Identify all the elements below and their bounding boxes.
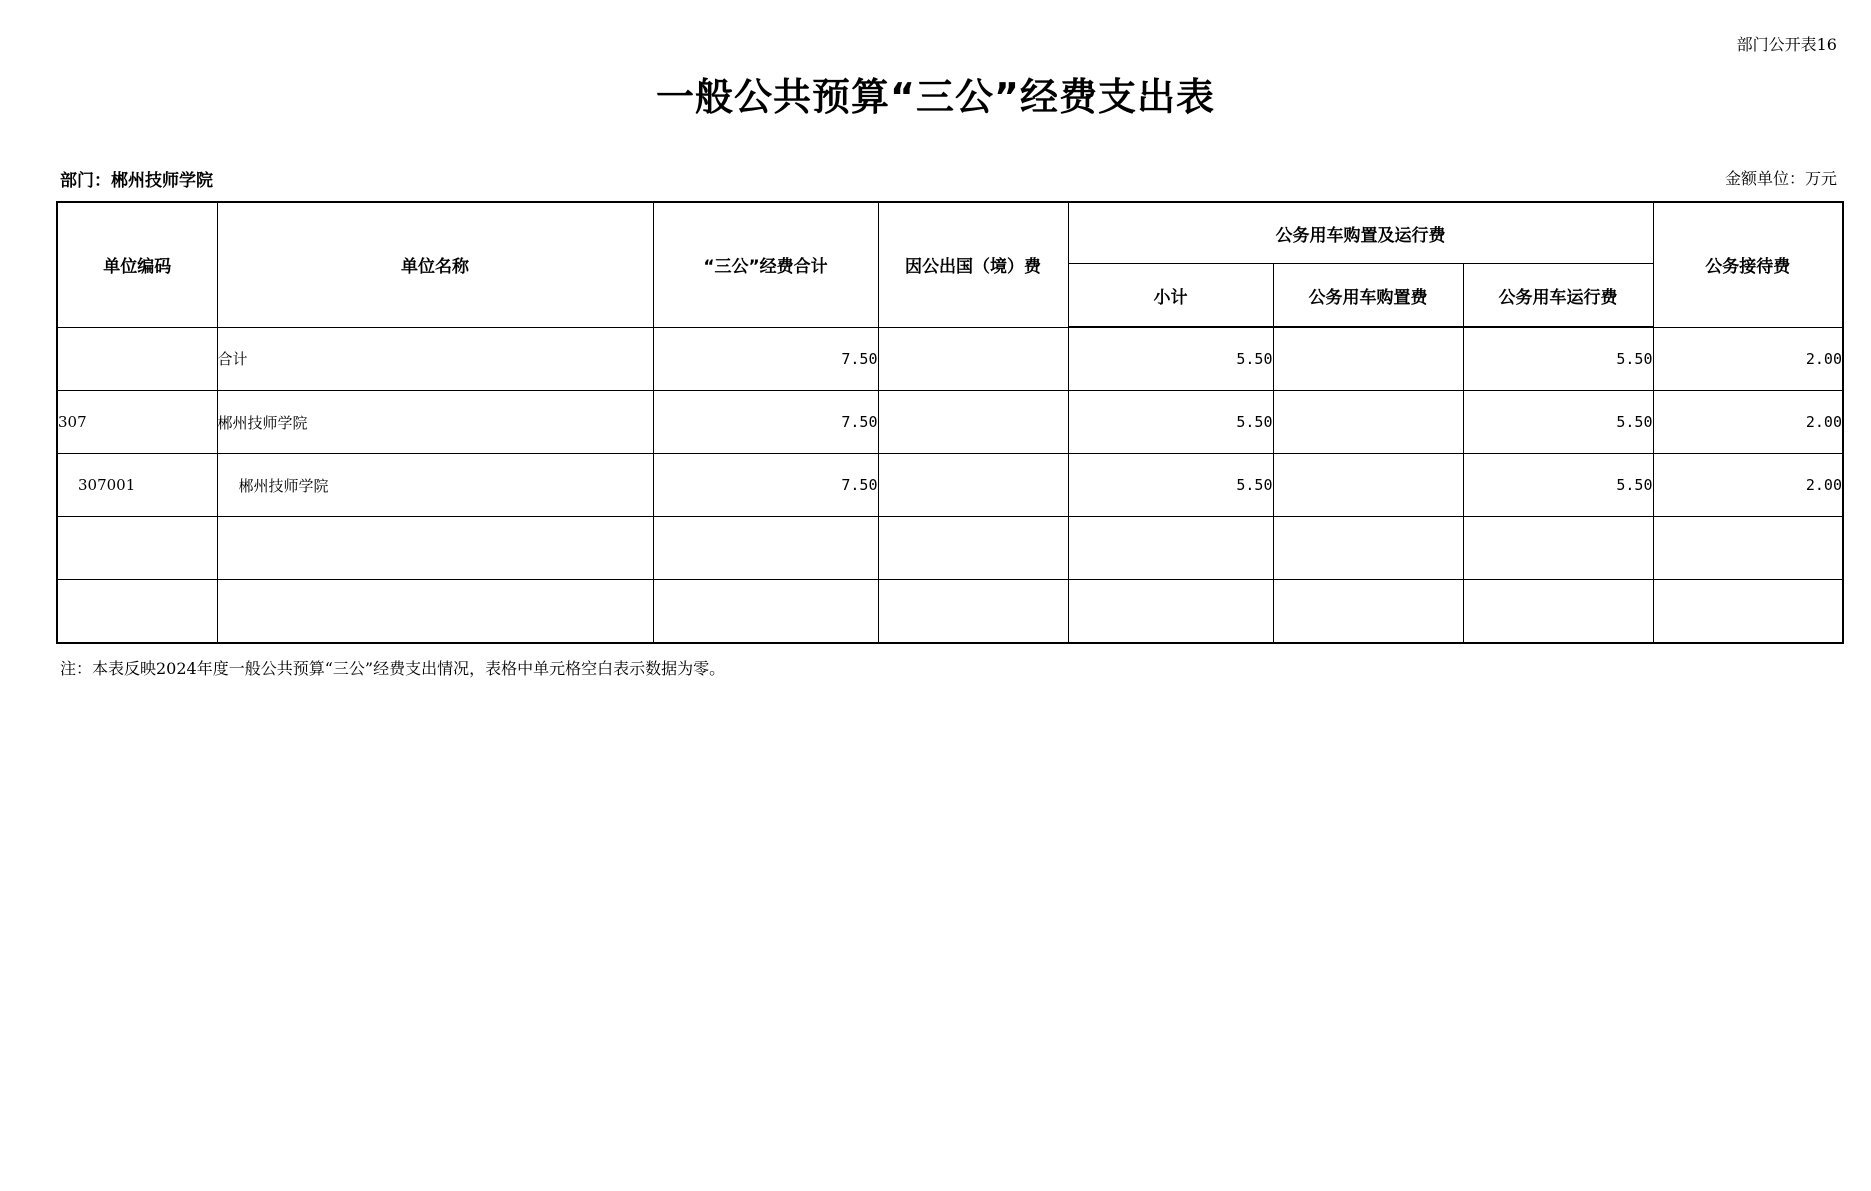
cell-code [57,517,217,580]
table-row [57,454,1843,517]
header-abroad: 因公出国（境）费 [878,202,1068,327]
cell-vehicle-operation [1463,517,1653,580]
header-total: “三公”经费合计 [653,202,878,327]
cell-total [653,517,878,580]
cell-vehicle-subtotal: 5.50 [1068,454,1273,517]
cell-vehicle-purchase [1273,391,1463,454]
cell-vehicle-subtotal [1068,580,1273,644]
cell-code: 307 [57,391,217,454]
cell-abroad [878,454,1068,517]
header-vehicle-subtotal: 小计 [1068,264,1273,328]
cell-reception: 2.00 [1653,391,1843,454]
cell-reception [1653,517,1843,580]
cell-code [57,580,217,644]
cell-total: 7.50 [653,391,878,454]
cell-code [57,327,217,391]
header-vehicle-operation: 公务用车运行费 [1463,264,1653,328]
cell-reception: 2.00 [1653,327,1843,391]
cell-name: 郴州技师学院 [217,391,653,454]
cell-abroad [878,327,1068,391]
form-number: 部门公开表16 [1736,35,1837,54]
cell-vehicle-subtotal: 5.50 [1068,391,1273,454]
table-row-empty [57,517,1843,580]
budget-table [56,201,1844,644]
cell-vehicle-subtotal: 5.50 [1068,327,1273,391]
cell-total: 7.50 [653,454,878,517]
cell-vehicle-purchase [1273,517,1463,580]
table-row [57,391,1843,454]
table-row-total [57,327,1843,391]
cell-vehicle-purchase [1273,580,1463,644]
cell-code: 307001 [57,454,217,517]
cell-total [653,580,878,644]
page-title: 一般公共预算“三公”经费支出表 [656,75,1215,119]
cell-vehicle-operation [1463,580,1653,644]
header-unit-name: 单位名称 [217,202,653,327]
cell-name: 郴州技师学院 [217,454,653,517]
cell-abroad [878,517,1068,580]
cell-vehicle-operation: 5.50 [1463,454,1653,517]
cell-total: 7.50 [653,327,878,391]
cell-name [217,580,653,644]
table-footnote: 注：本表反映2024年度一般公共预算“三公”经费支出情况，表格中单元格空白表示数据为零。 [60,659,726,678]
header-vehicle-purchase: 公务用车购置费 [1273,264,1463,328]
cell-vehicle-operation: 5.50 [1463,391,1653,454]
table-row-empty [57,580,1843,644]
cell-reception: 2.00 [1653,454,1843,517]
cell-vehicle-purchase [1273,327,1463,391]
cell-name [217,517,653,580]
cell-vehicle-purchase [1273,454,1463,517]
cell-vehicle-subtotal [1068,517,1273,580]
header-reception: 公务接待费 [1653,202,1843,327]
department-label: 部门：郴州技师学院 [60,171,213,191]
cell-name: 合计 [217,327,653,391]
header-unit-code: 单位编码 [57,202,217,327]
cell-abroad [878,580,1068,644]
cell-abroad [878,391,1068,454]
cell-reception [1653,580,1843,644]
header-vehicle-group: 公务用车购置及运行费 [1068,202,1653,264]
cell-vehicle-operation: 5.50 [1463,327,1653,391]
amount-unit-label: 金额单位：万元 [1724,169,1837,188]
